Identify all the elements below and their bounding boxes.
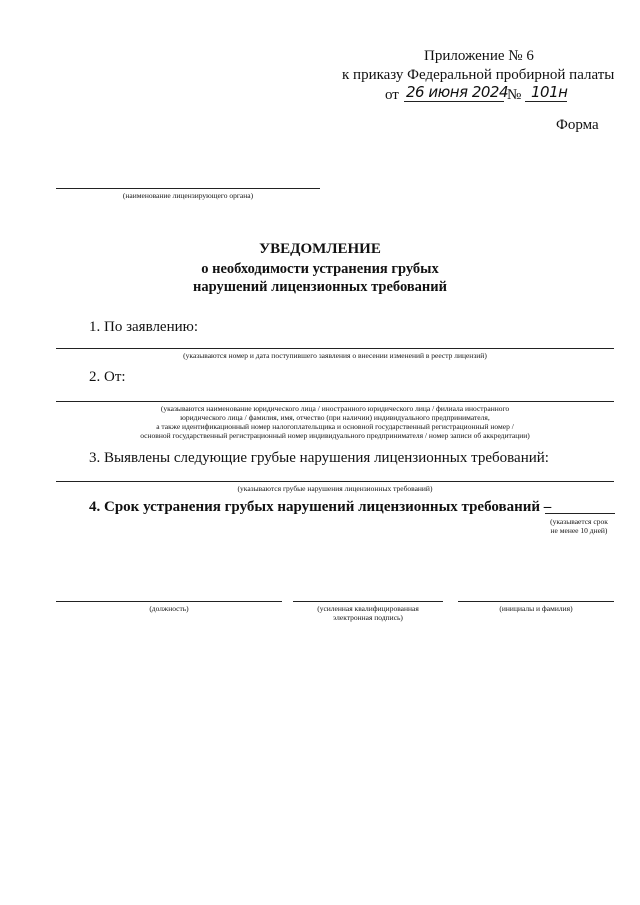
item-1-caption: (указываются номер и дата поступившего заявления о внесении изменений в реестр лицензий) — [183, 351, 487, 360]
item-4-caption-2: не менее 10 дней) — [550, 526, 608, 535]
name-line — [458, 601, 614, 602]
appendix-label: Приложение № 6 — [424, 48, 534, 64]
item-2-caption-2: юридического лица / фамилия, имя, отчество (при наличии) индивидуального предпринимателя, — [180, 413, 490, 422]
document-title: УВЕДОМЛЕНИЕ — [259, 241, 381, 257]
title-line-3: нарушений лицензионных требований — [193, 279, 447, 295]
item-3-caption: (указываются грубые нарушения лицензионных требований) — [237, 484, 433, 493]
item-4-label: 4. Срок устранения грубых нарушений лицензионных требований – — [89, 499, 552, 515]
item-3-line — [56, 481, 614, 482]
authority-line — [56, 188, 320, 189]
esign-caption-2: электронная подпись) — [333, 613, 403, 622]
item-2-line — [56, 401, 614, 402]
number-sign: № — [507, 87, 522, 103]
item-4-caption-1: (указывается срок — [550, 517, 608, 526]
date-prefix: от — [385, 87, 399, 103]
position-line — [56, 601, 282, 602]
order-date-handwritten: 26 июня 2024 — [406, 83, 509, 101]
item-1-label: 1. По заявлению: — [89, 319, 199, 335]
item-1-line — [56, 348, 614, 349]
esign-caption-1: (усиленная квалифицированная — [317, 604, 419, 613]
item-2-caption-1: (указываются наименование юридического лица / иностранного юридического лица / филиала иностранного — [160, 404, 510, 413]
item-2-caption-3: а также идентификационный номер налогоплательщика и основной государственный регистрационный номер / — [156, 422, 514, 431]
title-line-2: о необходимости устранения грубых — [201, 261, 439, 277]
order-number-handwritten: 101н — [531, 83, 568, 101]
position-caption: (должность) — [149, 604, 189, 613]
item-2-label: 2. От: — [89, 369, 126, 385]
date-underline — [404, 101, 504, 102]
item-3-label: 3. Выявлены следующие грубые нарушения лицензионных требований: — [89, 450, 549, 466]
item-4-line — [545, 513, 615, 514]
item-2-caption-4: основной государственный регистрационный номер индивидуального предпринимателя / номер записи об аккредитации) — [140, 431, 530, 440]
authority-caption: (наименование лицензирующего органа) — [122, 191, 254, 200]
name-caption: (инициалы и фамилия) — [499, 604, 573, 613]
order-reference: к приказу Федеральной пробирной палаты — [342, 67, 615, 83]
number-underline — [525, 101, 567, 102]
esign-line — [293, 601, 443, 602]
form-label: Форма — [556, 117, 599, 133]
